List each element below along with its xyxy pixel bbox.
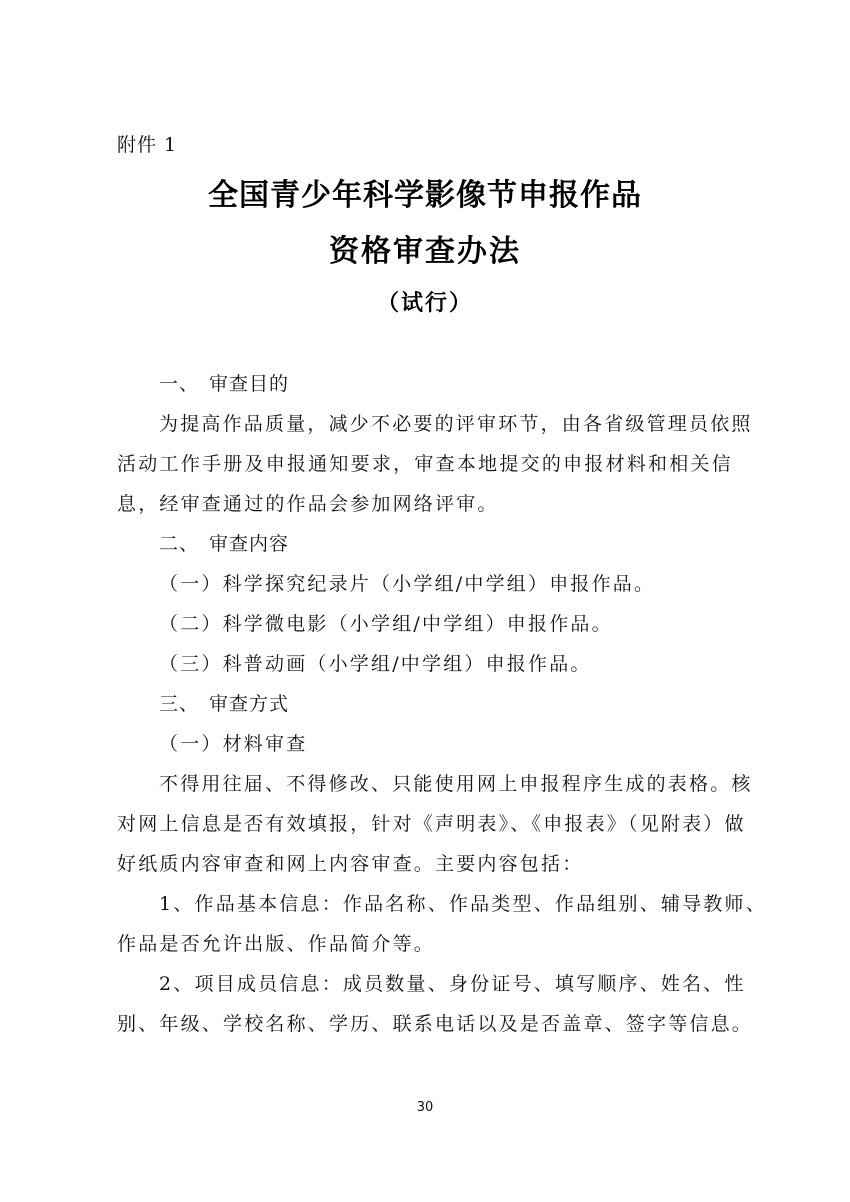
document-title-trial: （试行） [376,291,473,316]
section-3-subheading-1: （一）材料审查 [159,733,308,755]
section-1-number: 一、 [159,373,200,395]
document-body [117,364,767,1044]
section-1-heading [117,364,733,404]
section-3-point-2-line-2: 别、年级、学校名称、学历、联系电话以及是否盖章、签字等信息。 [117,1013,754,1035]
section-3-number: 三、 [159,693,200,715]
section-1-paragraph-line-1: 为提高作品质量，减少不必要的评审环节，由各省级管理员依照 [159,413,753,435]
section-3-heading [117,684,733,724]
section-2-item-1: （一）科学探究纪录片（小学组/中学组）申报作品。 [159,573,656,595]
section-1-title: 审查目的 [209,373,290,395]
section-3-paragraph-line-1: 不得用往届、不得修改、只能使用网上申报程序生成的表格。核 [159,773,753,795]
section-1-paragraph-line-3: 息，经审查通过的作品会参加网络评审。 [117,493,499,515]
section-3-paragraph-line-3: 好纸质内容审查和网上内容审查。主要内容包括： [117,853,584,875]
document-title-line-1: 全国青少年科学影像节申报作品 [208,178,642,213]
section-2-item-2: （二）科学微电影（小学组/中学组）申报作品。 [159,613,613,635]
section-3-point-1-line-2: 作品是否允许出版、作品简介等。 [117,933,436,955]
section-2-title: 审查内容 [209,533,290,555]
document-title-line-2: 资格审查办法 [329,234,521,269]
attachment-label: 附件 1 [117,134,178,156]
section-3-point-2-line-1: 2、项目成员信息：成员数量、身份证号、填写顺序、姓名、性 [159,973,746,995]
section-3-point-1-line-1: 1、作品基本信息：作品名称、作品类型、作品组别、辅导教师、 [159,893,767,915]
page-number: 30 [416,1100,434,1115]
section-3-title: 审查方式 [209,693,290,715]
section-2-item-3: （三）科普动画（小学组/中学组）申报作品。 [159,653,592,675]
section-2-number: 二、 [159,533,200,555]
section-3-paragraph-line-2: 对网上信息是否有效填报，针对《声明表》、《申报表》（见附表）做 [117,813,746,835]
section-1-paragraph-line-2: 活动工作手册及申报通知要求，审查本地提交的申报材料和相关信 [117,453,733,475]
section-2-heading [117,524,733,564]
